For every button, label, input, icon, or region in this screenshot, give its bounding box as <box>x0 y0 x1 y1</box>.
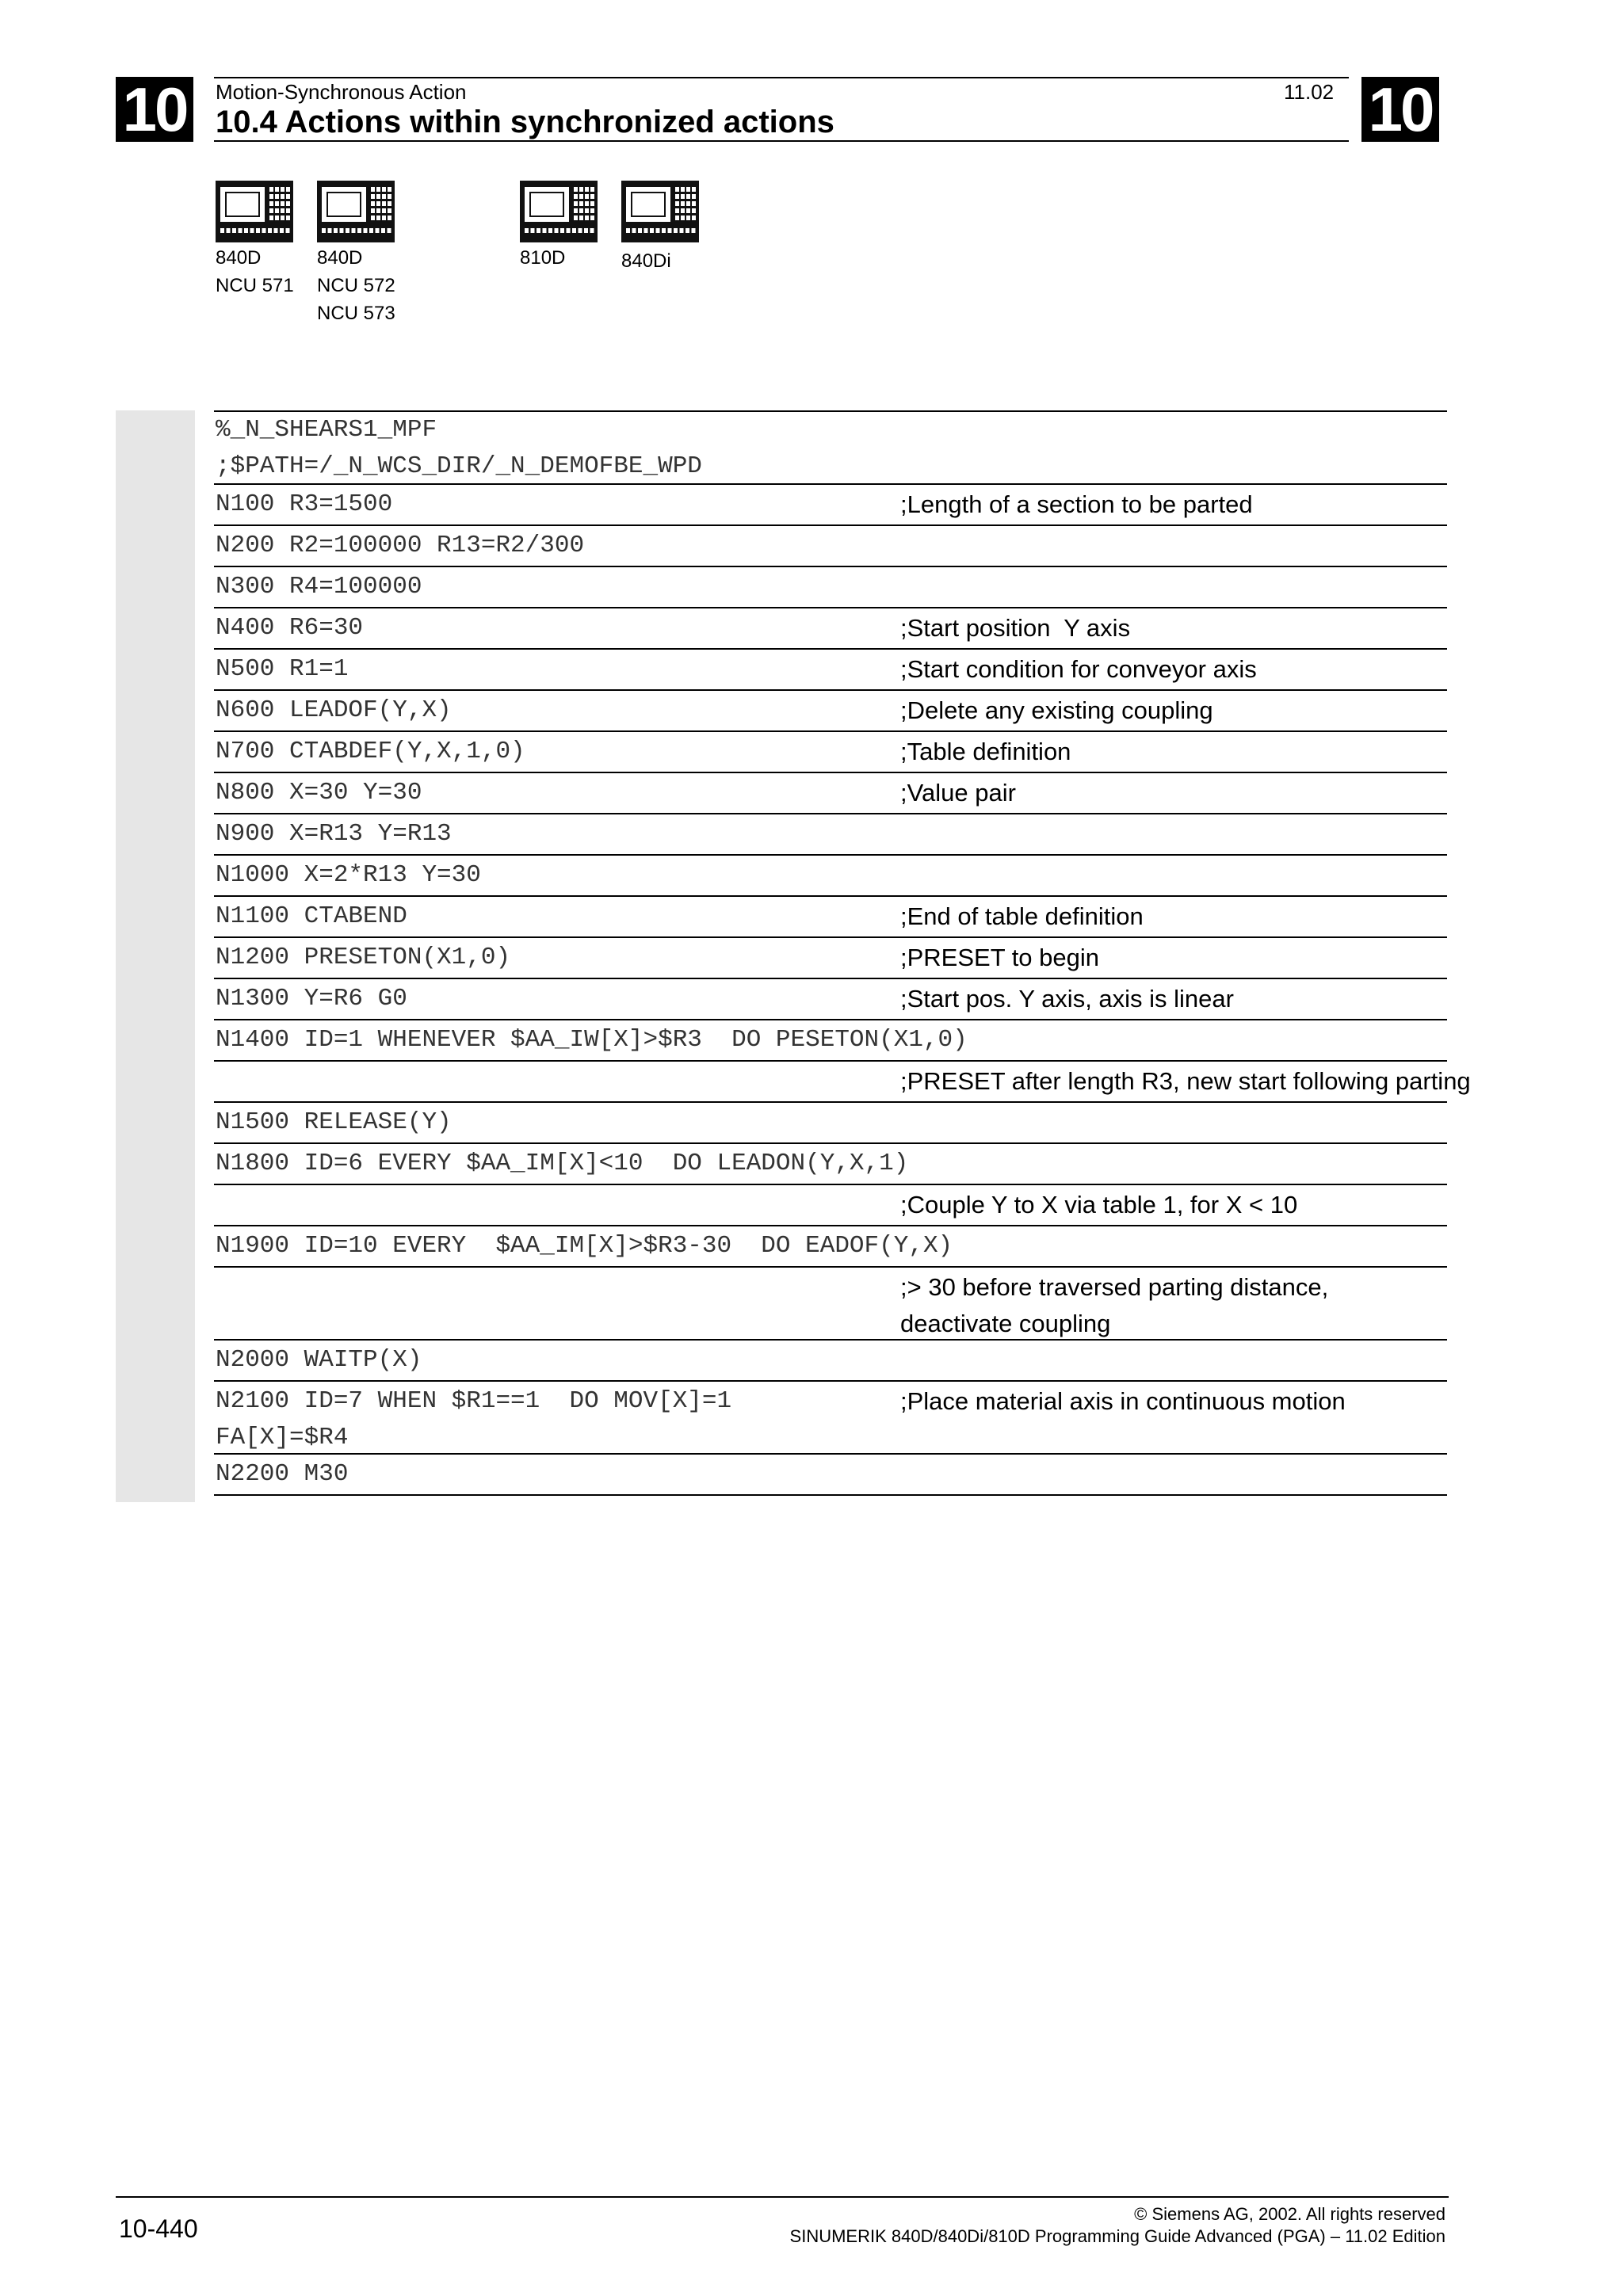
edition-label: 11.02 <box>1284 80 1335 104</box>
code-comment: ;Start position Y axis <box>900 614 1131 642</box>
code-line: N800 X=30 Y=30 <box>216 779 422 807</box>
code-comment: ;Value pair <box>900 779 1016 807</box>
code-line: N100 R3=1500 <box>216 490 393 518</box>
control-label: 840Di <box>621 250 671 272</box>
table-row <box>214 650 1447 691</box>
table-row <box>214 1455 1447 1496</box>
copyright-notice: © Siemens AG, 2002. All rights reserved <box>1134 2204 1445 2224</box>
margin-bar <box>116 410 195 1502</box>
table-row <box>214 1103 1447 1144</box>
control-panel-icon <box>621 181 699 242</box>
chapter-title: Motion-Synchronous Action <box>216 80 467 104</box>
table-row <box>214 1062 1471 1103</box>
table-row <box>214 814 1447 856</box>
table-row <box>214 1144 1447 1185</box>
code-comment: ;Start condition for conveyor axis <box>900 655 1257 683</box>
code-comment: ;Length of a section to be parted <box>900 490 1253 518</box>
table-row <box>214 732 1447 773</box>
control-label: 840D NCU 571 <box>216 247 294 296</box>
section-title: 10.4 Actions within synchronized actions <box>216 105 834 139</box>
code-line: N2000 WAITP(X) <box>216 1346 422 1374</box>
chapter-number-badge-left: 10 <box>116 77 193 142</box>
code-line: N900 X=R13 Y=R13 <box>216 820 452 848</box>
page-number: 10-440 <box>119 2214 198 2243</box>
code-line: N1100 CTABEND <box>216 902 407 930</box>
code-line: N1200 PRESETON(X1,0) <box>216 944 511 971</box>
control-panel-icon <box>317 181 395 242</box>
code-comment: ;PRESET to begin <box>900 944 1100 971</box>
table-row <box>214 567 1447 608</box>
table-row <box>214 897 1447 938</box>
program-listing <box>214 410 1471 1496</box>
code-comment: ;End of table definition <box>900 902 1144 930</box>
table-row <box>214 1185 1447 1226</box>
table-row <box>214 1341 1447 1382</box>
code-line: N200 R2=100000 R13=R2/300 <box>216 532 585 559</box>
code-line: N700 CTABDEF(Y,X,1,0) <box>216 738 525 765</box>
table-row <box>214 691 1447 732</box>
code-comment: deactivate coupling <box>900 1310 1111 1337</box>
table-row <box>214 856 1447 897</box>
code-line: N2200 M30 <box>216 1460 349 1488</box>
table-row <box>214 938 1447 979</box>
chapter-number-badge-right: 10 <box>1361 77 1439 142</box>
code-line: N1000 X=2*R13 Y=30 <box>216 861 481 889</box>
table-row <box>214 1268 1447 1341</box>
table-row <box>214 608 1447 650</box>
table-row <box>214 979 1447 1020</box>
table-row <box>214 773 1447 814</box>
code-line: N1800 ID=6 EVERY $AA_IM[X]<10 DO LEADON(Y,X,1) <box>216 1150 909 1177</box>
header-rule-top <box>214 77 1349 78</box>
code-line: N1500 RELEASE(Y) <box>216 1108 452 1136</box>
table-row <box>214 410 1447 485</box>
table-row <box>214 1020 1447 1062</box>
header-rule-bottom <box>214 140 1349 142</box>
control-label: 840D NCU 572 NCU 573 <box>317 247 395 324</box>
control-panel-icon <box>216 181 293 242</box>
code-line: N1300 Y=R6 G0 <box>216 985 407 1013</box>
code-line: N300 R4=100000 <box>216 573 422 601</box>
code-comment: ;Couple Y to X via table 1, for X < 10 <box>900 1191 1298 1219</box>
footer-rule <box>116 2196 1449 2198</box>
table-row <box>214 485 1447 526</box>
code-line: N1400 ID=1 WHENEVER $AA_IW[X]>$R3 DO PESETON(X1,0) <box>216 1026 968 1054</box>
table-row <box>214 1382 1447 1455</box>
code-line: N1900 ID=10 EVERY $AA_IM[X]>$R3-30 DO EADOF(Y,X) <box>216 1232 953 1260</box>
code-comment: ;Table definition <box>900 738 1071 765</box>
control-label: 810D <box>520 247 566 269</box>
code-line: N600 LEADOF(Y,X) <box>216 696 452 724</box>
code-line: N400 R6=30 <box>216 614 364 642</box>
table-row <box>214 1226 1447 1268</box>
code-comment: ;Delete any existing coupling <box>900 696 1213 724</box>
code-line: %_N_SHEARS1_MPF <box>216 416 437 444</box>
code-comment: ;Start pos. Y axis, axis is linear <box>900 985 1234 1013</box>
book-title: SINUMERIK 840D/840Di/810D Programming Guide Advanced (PGA) – 11.02 Edition <box>789 2226 1445 2246</box>
code-line: N2100 ID=7 WHEN $R1==1 DO MOV[X]=1 <box>216 1387 732 1415</box>
code-line: ;$PATH=/_N_WCS_DIR/_N_DEMOFBE_WPD <box>216 452 702 480</box>
code-line: FA[X]=$R4 <box>216 1424 349 1451</box>
code-comment: ;> 30 before traversed parting distance, <box>900 1273 1329 1301</box>
code-comment: ;Place material axis in continuous motion <box>900 1387 1346 1415</box>
code-comment: ;PRESET after length R3, new start following parting <box>900 1067 1471 1095</box>
control-panel-icon <box>520 181 598 242</box>
code-line: N500 R1=1 <box>216 655 349 683</box>
table-row <box>214 526 1447 567</box>
